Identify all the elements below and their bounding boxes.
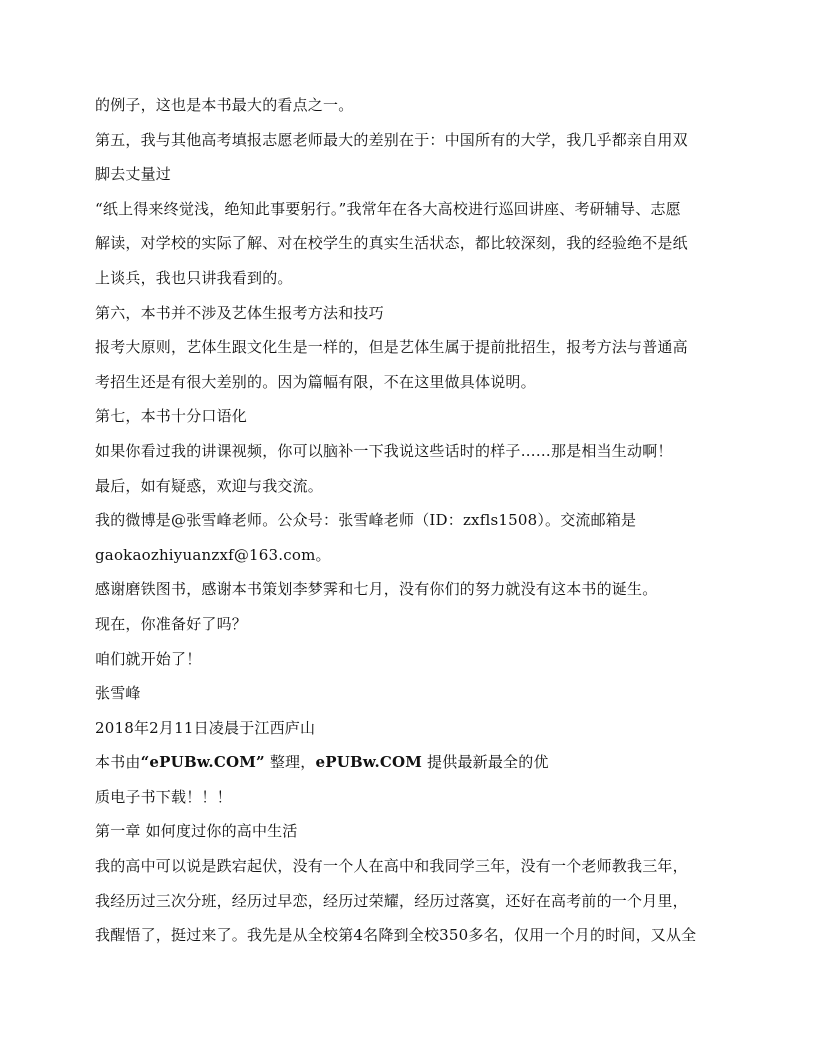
- promo-brand-quoted: “ePUBw.COM”: [140, 753, 265, 772]
- text-line: “纸上得来终觉浅，绝知此事要躬行。”我常年在各大高校进行巡回讲座、考研辅导、志愿: [95, 199, 681, 218]
- promo-brand: ePUBw.COM: [315, 753, 423, 772]
- email-line: gaokaozhiyuanzxf@163.com。: [95, 545, 331, 564]
- text-line: 的例子，这也是本书最大的看点之一。: [95, 96, 354, 114]
- section-heading: 第六，本书并不涉及艺体生报考方法和技巧: [95, 303, 384, 322]
- text-line: 上谈兵，我也只讲我看到的。: [95, 268, 293, 287]
- date-line: 2018年2月11日凌晨于江西庐山: [95, 718, 316, 737]
- chapter-title: 第一章 如何度过你的高中生活: [95, 822, 298, 841]
- text-line: 如果你看过我的讲课视频，你可以脑补一下我说这些话时的样子……那是相当生动啊！: [95, 441, 673, 460]
- promo-middle: 整理，: [264, 753, 316, 772]
- text-line: 感谢磨铁图书，感谢本书策划李梦霁和七月，没有你们的努力就没有这本书的诞生。: [95, 580, 658, 599]
- text-line: 解读，对学校的实际了解、对在校学生的真实生活状态，都比较深刻，我的经验绝不是纸: [95, 234, 688, 253]
- text-line: 脚去丈量过: [95, 165, 172, 184]
- promo-line: [95, 745, 725, 780]
- section-heading: 第七，本书十分口语化: [95, 407, 248, 426]
- text-line: 考招生还是有很大差别的。因为篇幅有限，不在这里做具体说明。: [95, 372, 536, 391]
- text-line: 我经历过三次分班，经历过早恋，经历过荣耀，经历过落寞，还好在高考前的一个月里，: [95, 891, 688, 910]
- text-line: 现在，你准备好了吗？: [95, 614, 248, 633]
- document-page: [95, 88, 725, 953]
- promo-line-2: 质电子书下载！！！: [95, 787, 232, 806]
- text-line: 咱们就开始了！: [95, 649, 202, 668]
- text-line: 我的微博是@张雪峰老师。公众号：张雪峰老师（ID：zxfls1508）。交流邮箱是: [95, 511, 637, 530]
- author-signature: 张雪峰: [95, 684, 141, 703]
- text-line: 第五，我与其他高考填报志愿老师最大的差别在于：中国所有的大学，我几乎都亲自用双: [95, 130, 688, 149]
- promo-prefix: 本书由: [95, 753, 141, 772]
- text-line: 最后，如有疑惑，欢迎与我交流。: [95, 476, 324, 495]
- promo-suffix: 提供最新最全的优: [422, 753, 549, 772]
- text-line: 我醒悟了，挺过来了。我先是从全校第4名降到全校350多名，仅用一个月的时间，又从全: [95, 926, 697, 945]
- text-line: 我的高中可以说是跌宕起伏，没有一个人在高中和我同学三年，没有一个老师教我三年，: [95, 857, 688, 876]
- text-line: 报考大原则，艺体生跟文化生是一样的，但是艺体生属于提前批招生，报考方法与普通高: [95, 338, 688, 357]
